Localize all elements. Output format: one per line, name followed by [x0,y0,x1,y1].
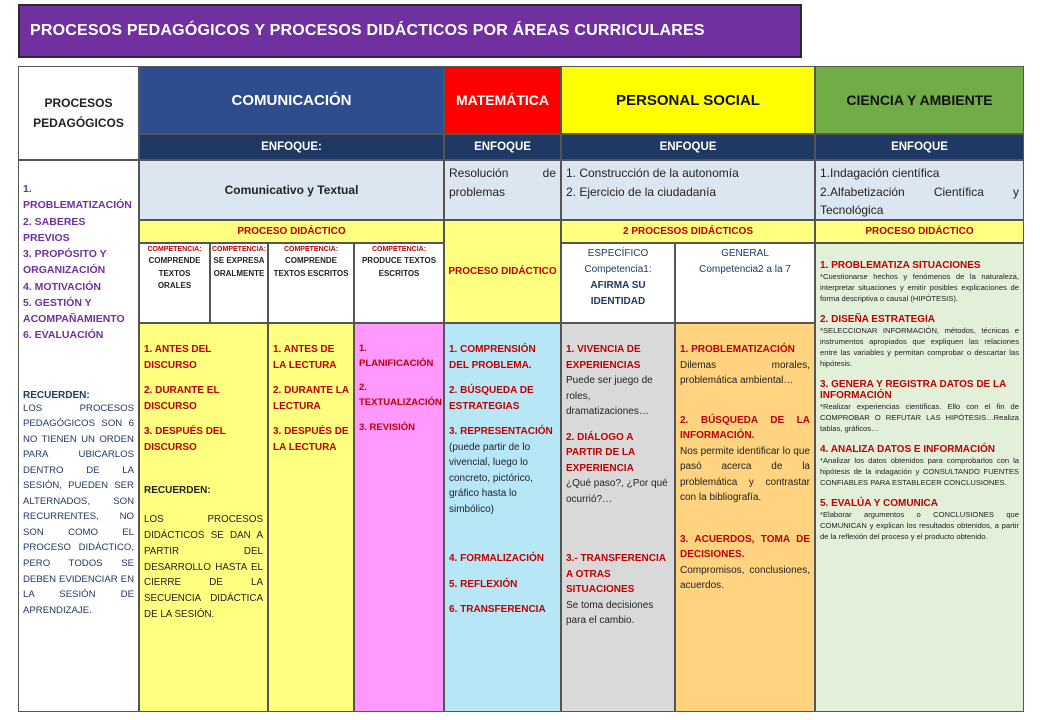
recuerden-left-text: LOS PROCESOS PEDAGÓGICOS SON 6 NO TIENEN UN ORDEN PARA UBICARLOS DENTRO DE LA SESIÓN, PUEDEN SER ALTERNADOS, SON RECURRENTES, NO SON COMO EL PROCESO DIDÁCTICO, PERO TODOS SE DEBEN EVIDENCIAR EN LA SESIÓN DE APRENDIZAJE. [23,402,134,616]
lectura-step: 1. ANTES DE LA LECTURA [273,344,337,371]
pedagogico-item: 4. MOTIVACIÓN [23,280,101,293]
ciencia-step-desc: *SELECCIONAR INFORMACIÓN, métodos, técnicas e instrumentos apropiados que expliquen las relaciones entre las variables y permitan comprobar o descartar las hipótesis. [820,326,1019,368]
ciencia-step-title: 3. GENERA Y REGISTRA DATOS DE LA INFORMACIÓN [820,379,1006,401]
personal-general-header [675,243,815,323]
personal-general-column [675,323,815,712]
escritura-step: 3. REVISIÓN [359,421,415,433]
ciencia-step-title: 4. ANALIZA DATOS E INFORMACIÓN [820,444,995,455]
header-matematica: MATEMÁTICA [444,66,561,134]
recuerden-mid-title: RECUERDEN: [144,485,211,496]
ps-general-desc: Dilemas morales, problemática ambiental… [680,359,810,386]
recuerden-left-title: RECUERDEN: [23,389,90,401]
ciencia-step-desc: *Realizar experiencias científicas. Ello con el fin de COMPROBAR O REFUTAR LAS HIPÓTESIS…Realiza tablas, gráficos… [820,402,1019,433]
ciencia-step-desc: *Analizar los datos obtenidos para comprobarlos con la hipótesis de la indagación y CONSULTANDO FUENTES CONFIABLES PARA ESTABLECER CONCLUSIONES. [820,456,1019,487]
procesos-pedagogicos-list [18,160,139,712]
enfoque-value-comunicacion: Comunicativo y Textual [139,160,444,220]
competencia-produce-textos: COMPETENCIA: PRODUCE TEXTOS ESCRITOS [354,243,444,323]
ps-general-desc: Nos permite identificar lo que pasó acerca de la problemática y contrastar con la bibliografía. [680,445,810,503]
header-personal-social: PERSONAL SOCIAL [561,66,815,134]
competencia-expresa-oralmente: COMPETENCIA: SE EXPRESA ORALMENTE [210,243,268,323]
mate-step-title: 3. REPRESENTACIÓN [449,426,553,437]
mate-step-title: 6. TRANSFERENCIA [449,604,546,615]
ciencia-step-title: 1. PROBLEMATIZA SITUACIONES [820,260,981,271]
ps-general-desc: Compromisos, conclusiones, acuerdos. [680,564,810,591]
mate-step-title: 4. FORMALIZACIÓN [449,553,544,564]
mate-step-title: 2. BÚSQUEDA DE ESTRATEGIAS [449,385,534,412]
escritura-step: 2. TEXTUALIZACIÓN [359,382,442,409]
enfoque-ciencia: ENFOQUE [815,134,1024,160]
ps-especifico-desc: Puede ser juego de roles, dramatizaciones… [566,375,653,417]
general-comp: Competencia2 a la 7 [699,264,791,275]
enfoque-value-matematica: Resolución de problemas [444,160,561,220]
ps-especifico-title: 3.- TRANSFERENCIA A OTRAS SITUACIONES [566,553,666,595]
matematica-steps-column [444,323,561,712]
oral-step: 2. DURANTE EL DISCURSO [144,385,220,412]
especifico-name: AFIRMA SU IDENTIDAD [590,280,646,307]
ps-general-title: 3. ACUERDOS, TOMA DE DECISIONES. [680,533,810,560]
personal-especifico-column [561,323,675,712]
ps-especifico-title: 2. DIÁLOGO A PARTIR DE LA EXPERIENCIA [566,431,635,474]
pedagogico-item: 1. PROBLEMATIZACIÓN [23,183,132,212]
competencia-escritos: COMPETENCIA: COMPRENDE TEXTOS ESCRITOS [268,243,354,323]
proceso-didactico-matematica: PROCESO DIDÁCTICO [444,220,561,323]
pedagogico-item: 3. PROPÓSITO Y ORGANIZACIÓN [23,248,107,277]
enfoque-personal-1: 1. Construcción de la autonomía [566,166,739,180]
enfoque-comunicacion: ENFOQUE: [139,134,444,160]
ciencia-step-title: 2. DISEÑA ESTRATEGIA [820,314,936,325]
especifico-comp: Competencia1: [584,264,652,275]
proceso-didactico-ciencia: PROCESO DIDÁCTICO [815,220,1024,243]
competencia-orales: COMPETENCIA: COMPRENDE TEXTOS ORALES [139,243,210,323]
mate-step-desc: (puede partir de lo vivencial, luego lo concreto, pictórico, gráfico hasta lo simbólico) [449,441,533,515]
lectura-step: 3. DESPUÉS DE LA LECTURA [273,426,349,453]
ps-especifico-title: 1. VIVENCIA DE EXPERIENCIAS [566,344,641,371]
enfoque-matematica: ENFOQUE [444,134,561,160]
header-ciencia-ambiente: CIENCIA Y AMBIENTE [815,66,1024,134]
escritura-steps-column [354,323,444,712]
general-title: GENERAL [721,248,769,259]
pedagogico-item: 6. EVALUACIÓN [23,329,104,342]
page-title-text: PROCESOS PEDAGÓGICOS Y PROCESOS DIDÁCTICOS POR ÁREAS CURRICULARES [30,22,705,39]
ps-especifico-desc: ¿Qué paso?, ¿Por qué ocurrió?… [566,478,668,505]
page-title [18,4,802,58]
lectura-steps-column [268,323,354,712]
pedagogico-item: 5. GESTIÓN Y ACOMPAÑAMIENTO [23,296,125,326]
proceso-didactico-comunicacion: PROCESO DIDÁCTICO [139,220,444,243]
enfoque-personal-social: ENFOQUE [561,134,815,160]
lectura-step: 2. DURANTE LA LECTURA [273,385,349,412]
oral-step: 1. ANTES DEL DISCURSO [144,344,212,371]
mate-step-title: 1. COMPRENSIÓN DEL PROBLEMA. [449,344,536,371]
ps-especifico-desc: Se toma decisiones para el cambio. [566,599,654,626]
pedagogicos-items [23,181,134,344]
enfoque-value-personal [561,160,815,220]
mate-step-title: 5. REFLEXIÓN [449,578,518,590]
enfoque-personal-2: 2. Ejercicio de la ciudadanía [566,184,717,199]
personal-especifico-header [561,243,675,323]
ps-general-title: 1. PROBLEMATIZACIÓN [680,344,795,355]
recuerden-mid-text: LOS PROCESOS DIDÁCTICOS SE DAN A PARTIR DEL DESARROLLO HASTA EL CIERRE DE LA SECUENCIA DIDÁCTICA DE LA SESIÓN. [144,514,263,621]
header-comunicacion: COMUNICACIÓN [139,66,444,134]
enfoque-value-ciencia [815,160,1024,220]
ps-general-title: 2. BÚSQUEDA DE LA INFORMACIÓN. [680,414,810,441]
ciencia-steps-column [815,243,1024,712]
ciencia-step-title: 5. EVALÚA Y COMUNICA [820,498,938,509]
ciencia-step-desc: *Elaborar argumentos o CONCLUSIONES que COMUNICAN y explican los resultados obtenidos, a partir de la reflexión del proceso y el producto obtenido. [820,510,1019,541]
enfoque-ciencia-2: 2.Alfabetización Científica y Tecnológica [820,184,1019,218]
pedagogico-item: 2. SABERES PREVIOS [23,215,86,244]
escritura-step: 1. PLANIFICACIÓN [359,343,434,369]
enfoque-ciencia-1: 1.Indagación científica [820,166,940,180]
especifico-title: ESPECÍFICO [587,248,649,259]
header-procesos-pedagogicos: PROCESOS PEDAGÓGICOS [18,66,139,160]
proceso-didactico-personal: 2 PROCESOS DIDÁCTICOS [561,220,815,243]
oral-steps-column [139,323,268,712]
ciencia-step-desc: *Cuestionarse hechos y fenómenos de la naturaleza, interpretar situaciones y emitir posibles explicaciones de forma descriptiva o causal (HIPÓTESIS). [820,272,1019,303]
oral-step: 3. DESPUÉS DEL DISCURSO [144,426,226,453]
